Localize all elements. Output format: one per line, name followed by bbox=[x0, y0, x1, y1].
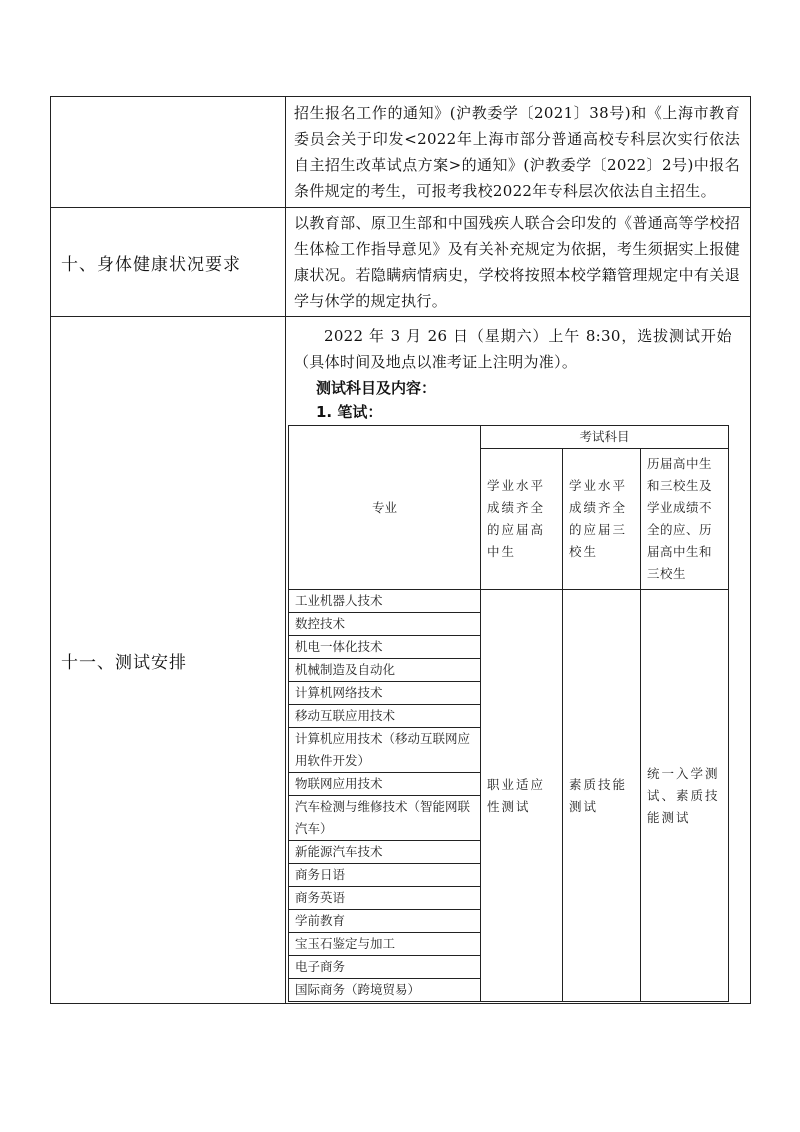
table-header-row bbox=[289, 426, 729, 449]
continuation-text-cell bbox=[286, 97, 751, 208]
major-item: 学前教育 bbox=[289, 910, 481, 933]
major-item: 汽车检测与维修技术（智能网联汽车） bbox=[289, 796, 481, 841]
exam-subject-table bbox=[288, 425, 729, 1002]
major-item: 商务英语 bbox=[289, 887, 481, 910]
subjects-heading: 测试科目及内容： bbox=[316, 379, 437, 397]
test-row bbox=[51, 317, 751, 1004]
major-item: 商务日语 bbox=[289, 864, 481, 887]
col3-value: 统一入学测试、素质技能测试 bbox=[641, 590, 729, 1002]
written-heading: 1. 笔试： bbox=[316, 403, 383, 421]
major-item: 物联网应用技术 bbox=[289, 773, 481, 796]
health-row bbox=[51, 208, 751, 317]
major-item: 宝玉石鉴定与加工 bbox=[289, 933, 481, 956]
major-item: 移动互联应用技术 bbox=[289, 705, 481, 728]
health-text: 以教育部、原卫生部和中国残疾人联合会印发的《普通高等学校招生体检工作指导意见》及有关补充规定为依据，考生须据实上报健康状况。若隐瞒病情病史，学校将按照本校学籍管理规定中有关退学与休学的规定执行。 bbox=[294, 214, 740, 310]
health-label: 十、身体健康状况要求 bbox=[51, 208, 286, 317]
major-item: 数控技术 bbox=[289, 613, 481, 636]
major-item: 电子商务 bbox=[289, 956, 481, 979]
major-header: 专业 bbox=[289, 426, 481, 590]
health-text-cell bbox=[286, 208, 751, 317]
major-item: 工业机器人技术 bbox=[289, 590, 481, 613]
continuation-row bbox=[51, 97, 751, 208]
continuation-label-cell bbox=[51, 97, 286, 208]
col1-value: 职业适应性测试 bbox=[481, 590, 563, 1002]
major-item: 新能源汽车技术 bbox=[289, 841, 481, 864]
major-item: 计算机网络技术 bbox=[289, 682, 481, 705]
major-item: 计算机应用技术（移动互联网应用软件开发） bbox=[289, 728, 481, 773]
test-intro: 2022 年 3 月 26 日（星期六）上午 8:30，选拔测试开始（具体时间及地点以准考证上注明为准）。 bbox=[294, 327, 732, 371]
subject-header: 考试科目 bbox=[481, 426, 729, 449]
test-content-cell bbox=[286, 317, 751, 1004]
major-item: 国际商务（跨境贸易） bbox=[289, 979, 481, 1002]
major-item: 机电一体化技术 bbox=[289, 636, 481, 659]
col2-header: 学业水平成绩齐全的应届三校生 bbox=[563, 449, 641, 590]
continuation-text: 招生报名工作的通知》(沪教委学〔2021〕38号)和《上海市教育委员会关于印发<2022年上海市部分普通高校专科层次实行依法自主招生改革试点方案>的通知》(沪教委学〔2022〕2号)中报名条件规定的考生，可报考我校2022年专科层次依法自主招生。 bbox=[294, 104, 740, 200]
test-label: 十一、测试安排 bbox=[51, 317, 286, 1004]
admission-info-table bbox=[50, 96, 751, 1004]
major-item: 机械制造及自动化 bbox=[289, 659, 481, 682]
col3-header: 历届高中生和三校生及学业成绩不全的应、历届高中生和三校生 bbox=[641, 449, 729, 590]
col2-value: 素质技能测试 bbox=[563, 590, 641, 1002]
col1-header: 学业水平成绩齐全的应届高中生 bbox=[481, 449, 563, 590]
table-row bbox=[289, 590, 729, 613]
